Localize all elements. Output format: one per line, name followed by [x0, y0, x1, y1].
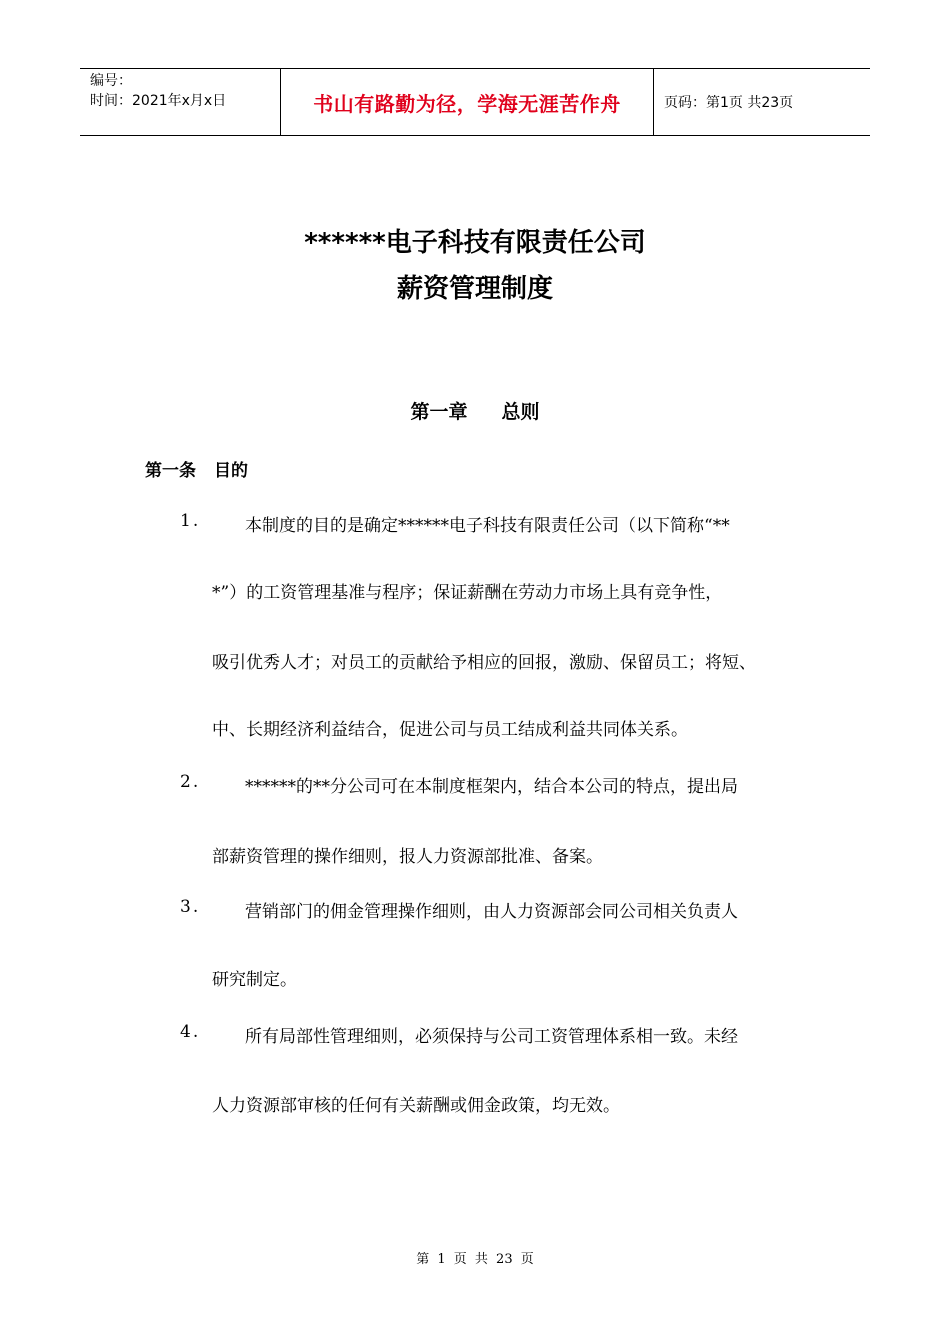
document-title-subject: 薪资管理制度	[396, 274, 553, 304]
list-item-text: 营销部门的佣金管理操作细则，由人力资源部会同公司相关负责人	[245, 902, 738, 922]
list-item-text: 研究制定。	[212, 970, 297, 990]
list-item-number: 4.	[180, 1022, 201, 1042]
list-item-text: 中、长期经济利益结合，促进公司与员工结成利益共同体关系。	[212, 720, 688, 740]
list-item-number: 1.	[180, 511, 201, 531]
article-name: 目的	[214, 461, 248, 481]
page-footer: 第 1 页 共 23 页	[416, 1252, 534, 1267]
list-item-text: ******的**分公司可在本制度框架内，结合本公司的特点，提出局	[245, 777, 738, 797]
list-item-text: 所有局部性管理细则，必须保持与公司工资管理体系相一致。未经	[245, 1027, 738, 1047]
page-header	[80, 68, 870, 136]
list-item-text: 部薪资管理的操作细则，报人力资源部批准、备案。	[212, 847, 603, 867]
document-title-company: ******电子科技有限责任公司	[304, 228, 646, 258]
document-number-label: 编号：	[90, 73, 132, 89]
list-item-text: 人力资源部审核的任何有关薪酬或佣金政策，均无效。	[212, 1096, 620, 1116]
list-item-text: *”）的工资管理基准与程序；保证薪酬在劳动力市场上具有竞争性，	[212, 583, 723, 603]
chapter-label: 第一章	[410, 401, 468, 423]
list-item-number: 3.	[180, 897, 201, 917]
chapter-heading	[0, 397, 950, 424]
header-motto: 书山有路勤为径，学海无涯苦作舟	[281, 69, 654, 135]
article-label: 第一条	[145, 461, 196, 481]
header-meta	[80, 69, 281, 135]
list-item-number: 2.	[180, 772, 201, 792]
list-item-text: 本制度的目的是确定******电子科技有限责任公司（以下简称“**	[245, 516, 730, 536]
header-page-info: 页码：第1页 共23页	[664, 95, 794, 111]
document-time-label: 时间：2021年x月x日	[90, 93, 227, 109]
list-item-text: 吸引优秀人才；对员工的贡献给予相应的回报，激励、保留员工；将短、	[212, 653, 756, 673]
chapter-name: 总则	[501, 401, 540, 423]
article-heading	[145, 456, 248, 481]
